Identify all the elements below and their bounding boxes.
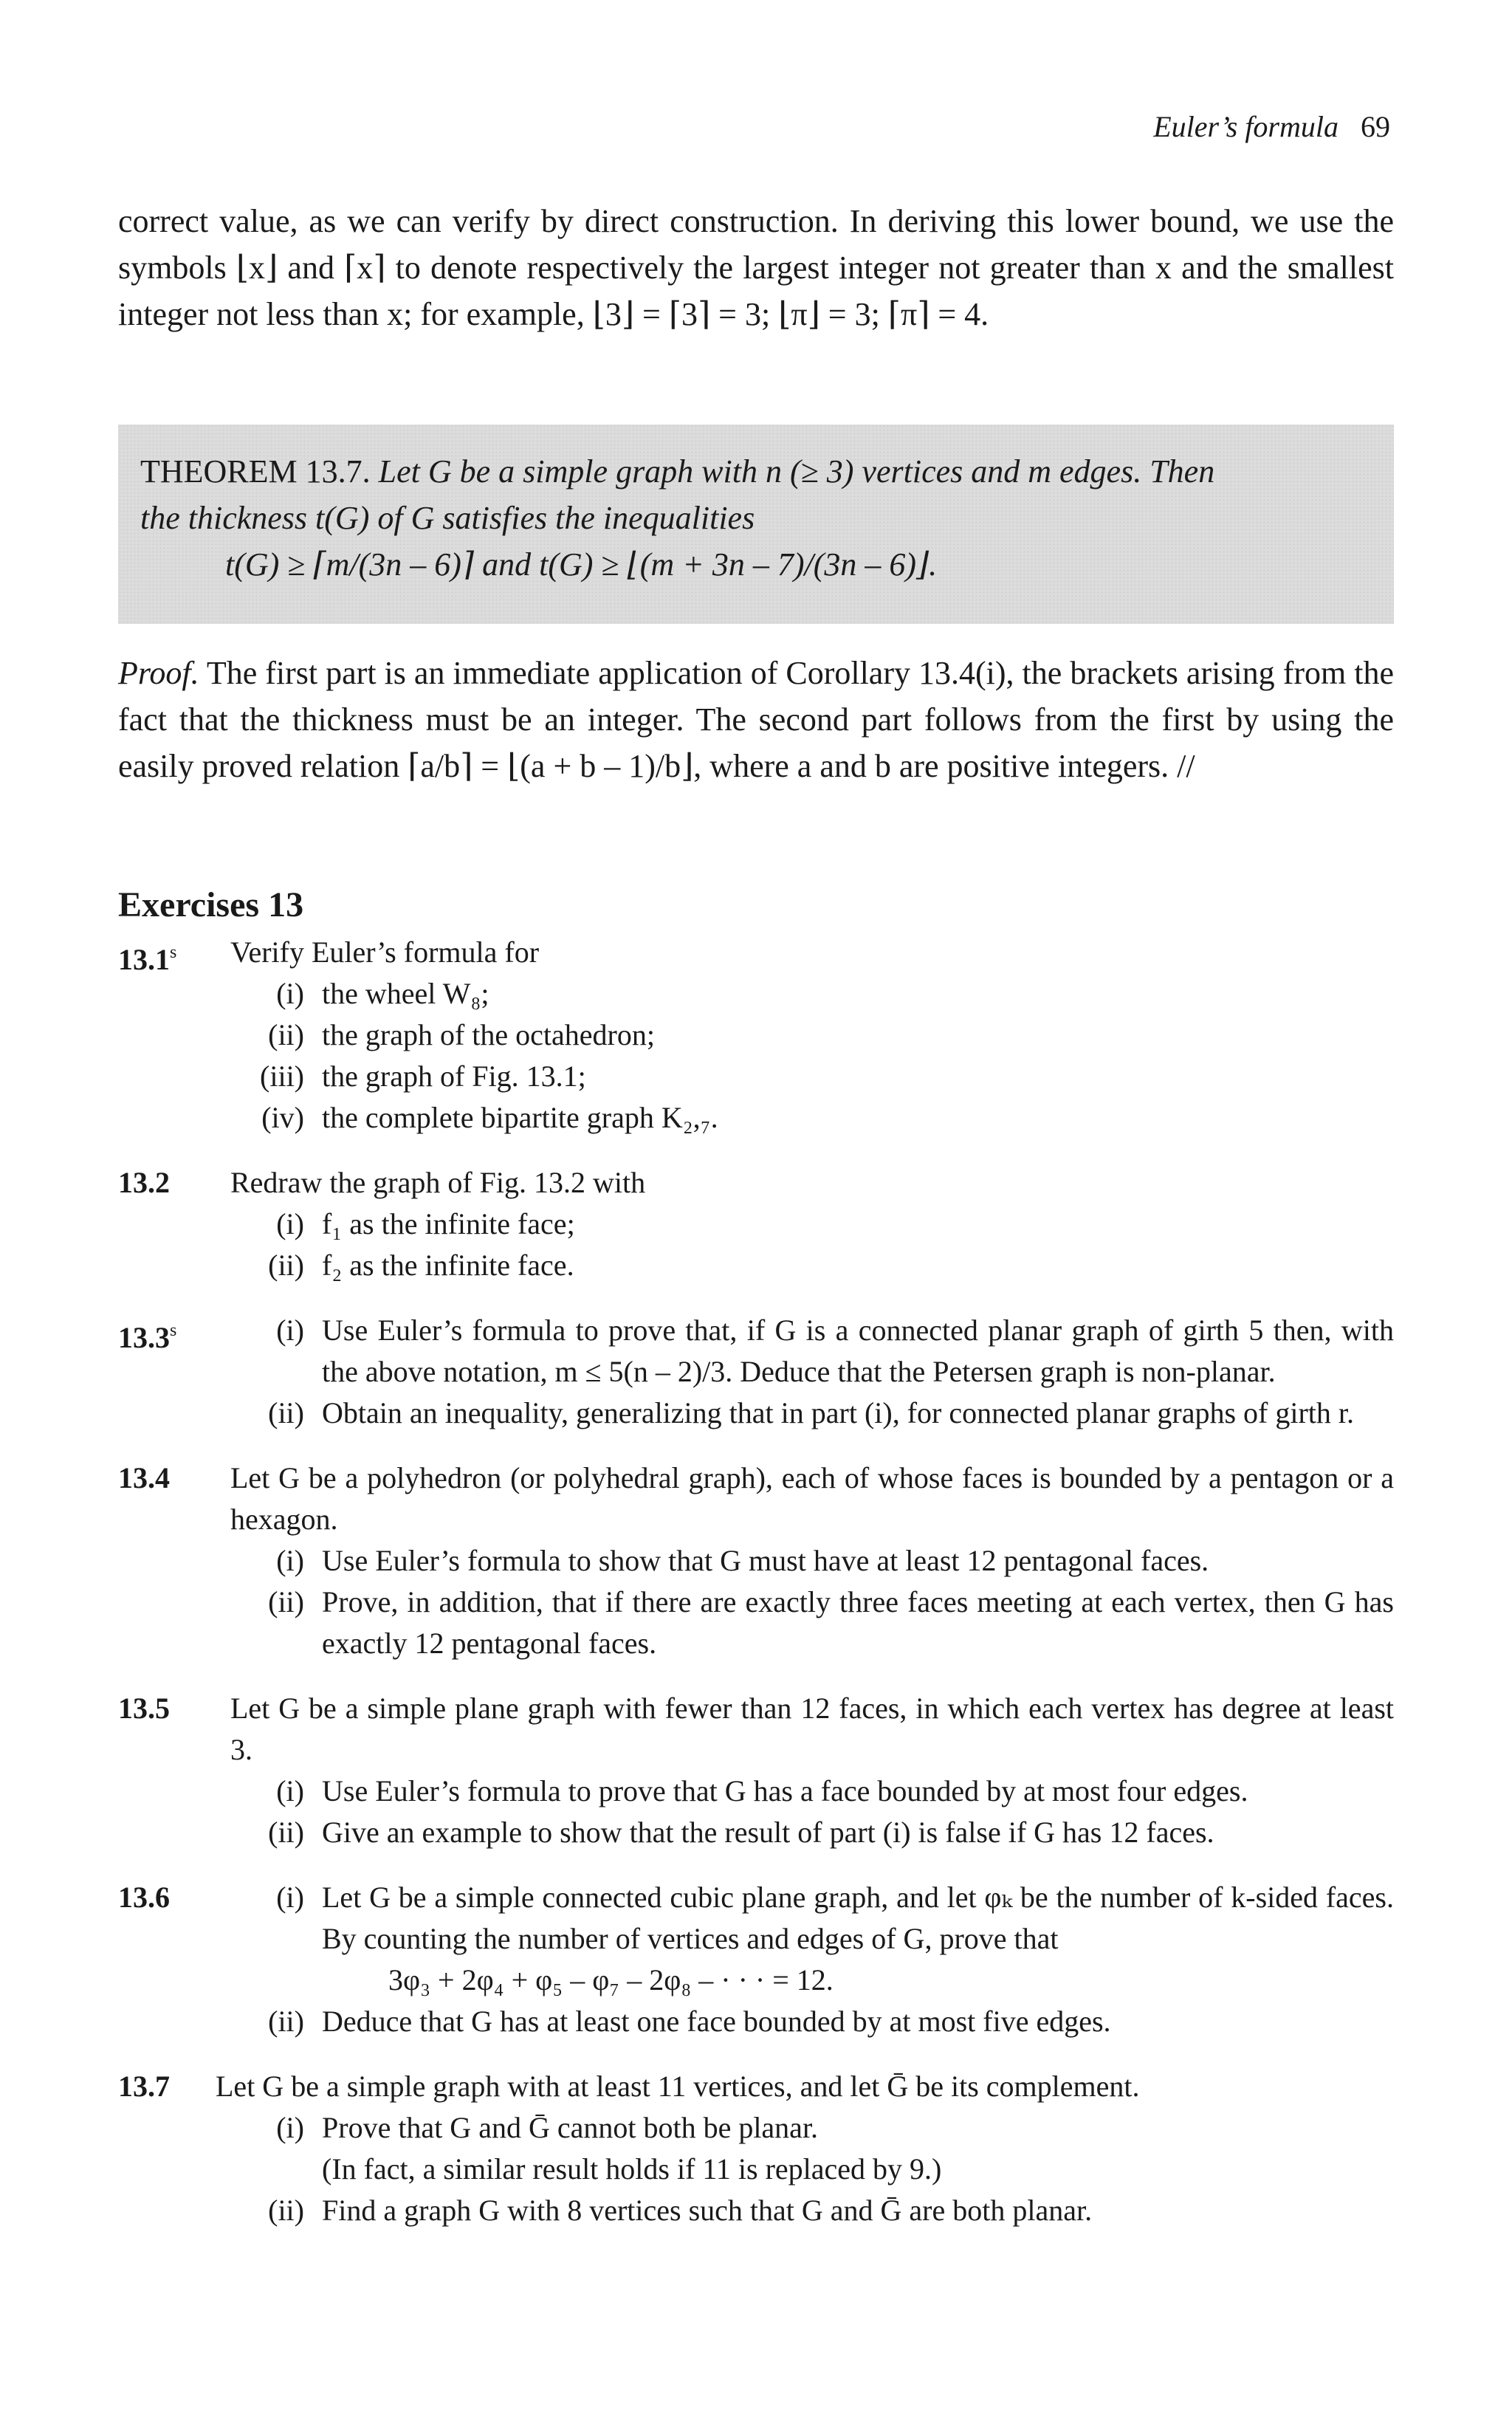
exercise-intro: Let G be a polyhedron (or polyhedral graph), each of whose faces is bounded by a pentagon or a hexagon.	[230, 1461, 1394, 1536]
exercise-number: 13.4	[118, 1461, 170, 1494]
running-title: Euler’s formula	[1153, 110, 1339, 143]
exercise-intro: Let G be a simple graph with at least 11 vertices, and let Ḡ be its complement.	[216, 2070, 1140, 2103]
exercise-part: (iii) the graph of Fig. 13.1;	[260, 1060, 586, 1093]
page-number: 69	[1361, 110, 1390, 143]
exercise-number: 13.5	[118, 1692, 170, 1725]
exercise-13-3	[118, 1310, 1394, 1434]
exercise-13-1	[118, 932, 1394, 1139]
theorem-box	[118, 425, 1394, 624]
exercise-formula: 3φ₃ + 2φ₄ + φ₅ – φ₇ – 2φ₈ – · · · = 12.	[388, 1963, 834, 1996]
theorem-formula: t(G) ≥ ⌈m/(3n – 6)⌉ and t(G) ≥ ⌊(m + 3n – 7)/(3n – 6)⌋.	[225, 546, 938, 583]
exercise-intro: Verify Euler’s formula for	[230, 935, 540, 969]
exercise-part: (i) Use Euler’s formula to prove that G has a face bounded by at most four edges.	[276, 1774, 1248, 1807]
exercise-part: (ii) Deduce that G has at least one face bounded by at most five edges.	[268, 2005, 1111, 2038]
exercise-part: (iv) the complete bipartite graph K₂,₇.	[261, 1101, 718, 1134]
exercise-part: (ii) f₂ as the infinite face.	[268, 1249, 574, 1282]
exercise-number: 13.1$^s$	[118, 943, 177, 976]
exercise-13-5	[118, 1688, 1394, 1853]
exercise-13-4	[118, 1458, 1394, 1664]
proof-text: The first part is an immediate application of Corollary 13.4(i), the brackets arising from the fact that the thickness must be an integer. The second part follows from the first by using the easily proved relation ⌈a/b⌉ = ⌊(a + b – 1)/b⌋, where a and b are positive integers. //	[118, 655, 1394, 784]
exercise-intro: Let G be a simple plane graph with fewer than 12 faces, in which each vertex has degree at least 3.	[230, 1692, 1394, 1766]
exercise-part: (i) Use Euler’s formula to show that G must have at least 12 pentagonal faces.	[276, 1544, 1209, 1577]
exercise-part: (i) f₁ as the infinite face;	[276, 1207, 575, 1240]
exercise-part: (i) Prove that G and Ḡ cannot both be planar. (In fact, a similar result holds if 11 is replaced by 9.)	[216, 2107, 1394, 2190]
exercise-number: 13.6	[118, 1881, 170, 1914]
exercise-13-6	[118, 1877, 1394, 2042]
proof-label: Proof.	[118, 655, 199, 691]
exercise-part: (ii) Obtain an inequality, generalizing that in part (i), for connected planar graphs of girth r.	[268, 1396, 1355, 1429]
exercise-number: 13.3$^s$	[118, 1321, 177, 1354]
exercise-part: (ii) Find a graph G with 8 vertices such that G and Ḡ are both planar.	[268, 2194, 1093, 2227]
exercise-part: (ii) Prove, in addition, that if there are exactly three faces meeting at each vertex, then G has exactly 12 pentagonal faces.	[268, 1585, 1394, 1660]
exercise-list	[118, 932, 1394, 2255]
exercises-heading: Exercises 13	[118, 885, 304, 924]
exercise-part: (i) Use Euler’s formula to prove that, if G is a connected planar graph of girth 5 then, with the above notation, m ≤ 5(n – 2)/3. Deduce that the Petersen graph is non-planar.	[276, 1314, 1394, 1388]
exercise-part: (i) Let G be a simple connected cubic plane graph, and let φₖ be the number of k-sided faces. By counting the number of vertices and edges of G, prove that 3φ₃ + 2φ₄ + φ₅ – φ₇ – 2φ₈ – · · · = 12.	[230, 1877, 1394, 2001]
exercise-number: 13.7	[118, 2070, 170, 2103]
proof-paragraph	[118, 650, 1394, 789]
theorem-statement: Let G be a simple graph with n (≥ 3) vertices and m edges. Then	[378, 453, 1215, 490]
theorem-line-1	[140, 448, 1372, 495]
theorem-line-2: the thickness t(G) of G satisfies the inequalities	[140, 500, 755, 536]
exercise-intro: Redraw the graph of Fig. 13.2 with	[230, 1166, 646, 1199]
exercise-part: (ii) the graph of the octahedron;	[268, 1018, 655, 1051]
exercise-13-2	[118, 1162, 1394, 1286]
exercise-note: (In fact, a similar result holds if 11 is replaced by 9.)	[322, 2152, 942, 2186]
exercise-13-7	[118, 2066, 1394, 2231]
exercise-number: 13.2	[118, 1166, 170, 1199]
exercise-part: (ii) Give an example to show that the result of part (i) is false if G has 12 faces.	[268, 1816, 1214, 1849]
theorem-label: THEOREM 13.7.	[140, 453, 371, 490]
exercise-part: (i) the wheel W₈;	[276, 977, 489, 1010]
running-header	[1153, 109, 1390, 144]
intro-paragraph: correct value, as we can verify by direct construction. In deriving this lower bound, we use the symbols ⌊x⌋ and ⌈x⌉ to denote respectively the largest integer not greater than x and the smallest integer not less than x; for example, ⌊3⌋ = ⌈3⌉ = 3; ⌊π⌋ = 3; ⌈π⌉ = 4.	[118, 203, 1394, 332]
